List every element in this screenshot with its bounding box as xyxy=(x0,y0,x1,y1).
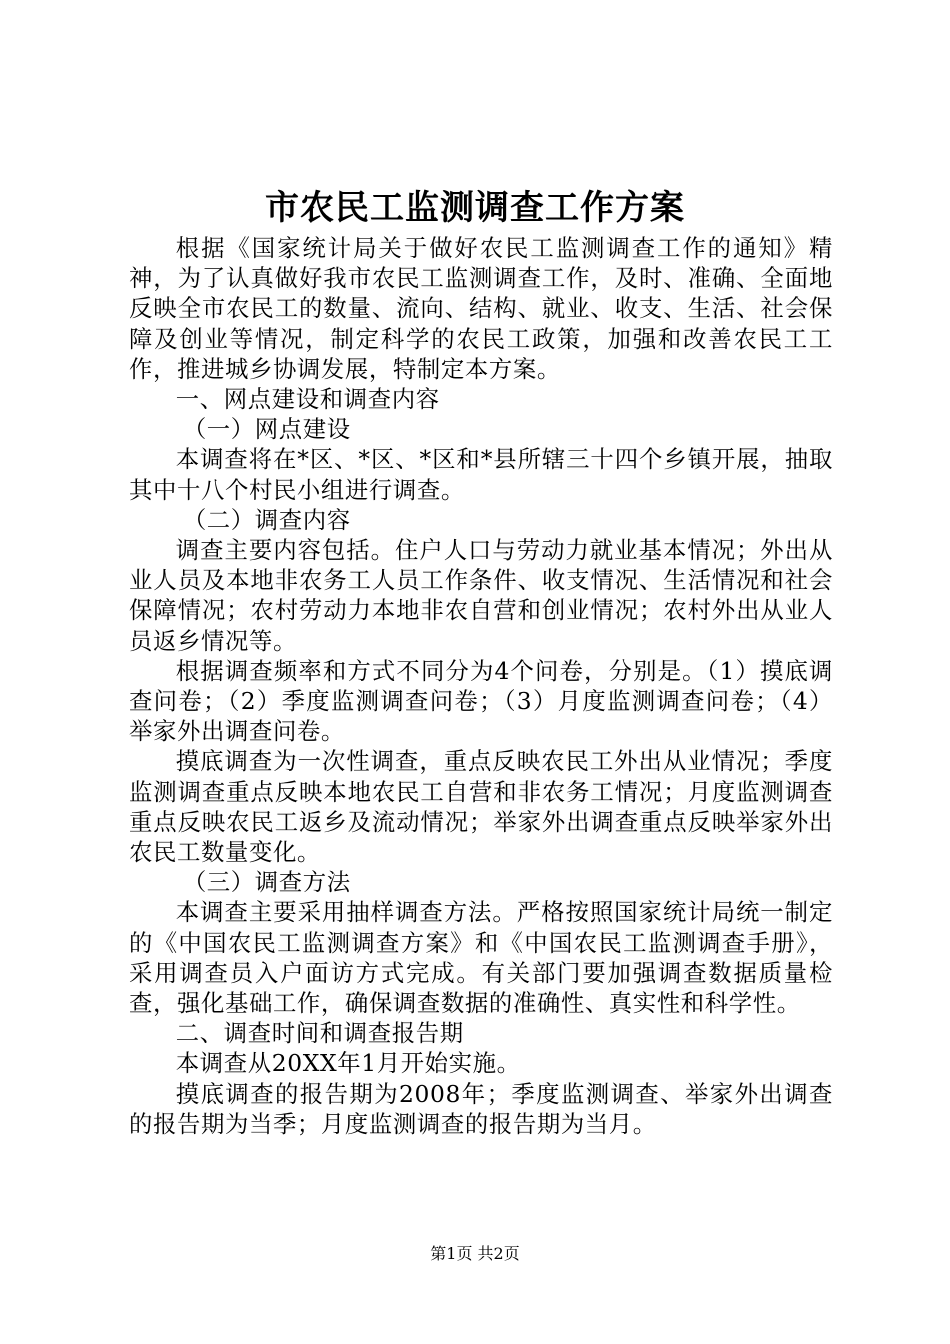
page-footer: 第1页 共2页 xyxy=(430,1244,520,1263)
body-paragraph: 本调查主要采用抽样调查方法。严格按照国家统计局统一制定的《中国农民工监测调查方案》和《中国农民工监测调查手册》，采用调查员入户面访方式完成。有关部门要加强调查数据质量检查，强化基础工作，确保调查数据的准确性、真实性和科学性。 xyxy=(129,898,833,1018)
document-title: 市农民工监测调查工作方案 xyxy=(265,188,685,228)
section-heading-1: 一、网点建设和调查内容 xyxy=(175,385,440,414)
body-paragraph: 根据调查频率和方式不同分为4个问卷，分别是。（1）摸底调查问卷；（2）季度监测调查问卷；（3）月度监测调查问卷；（4）举家外出调查问卷。 xyxy=(129,656,833,746)
body-paragraph: 摸底调查为一次性调查，重点反映农民工外出从业情况；季度监测调查重点反映本地农民工自营和非农务工情况；月度监测调查重点反映农民工返乡及流动情况；举家外出调查重点反映举家外出农民工数量变化。 xyxy=(129,747,833,867)
body-paragraph: 调查主要内容包括。住户人口与劳动力就业基本情况；外出从业人员及本地非农务工人员工作条件、收支情况、生活情况和社会保障情况；农村劳动力本地非农自营和创业情况；农村外出从业人员返乡情况等。 xyxy=(129,536,833,655)
subsection-heading-3: （三）调查方法 xyxy=(182,868,351,897)
subsection-heading-2: （二）调查内容 xyxy=(182,505,351,534)
body-paragraph: 本调查将在*区、*区、*区和*县所辖三十四个乡镇开展，抽取其中十八个村民小组进行调查。 xyxy=(129,445,833,504)
document-body xyxy=(129,233,833,1139)
intro-paragraph: 根据《国家统计局关于做好农民工监测调查工作的通知》精神，为了认真做好我市农民工监测调查工作，及时、准确、全面地反映全市农民工的数量、流向、结构、就业、收支、生活、社会保障及创业等情况，制定科学的农民工政策，加强和改善农民工工作，推进城乡协调发展，特制定本方案。 xyxy=(129,234,833,383)
body-paragraph: 本调查从20XX年1月开始实施。 xyxy=(175,1049,521,1078)
subsection-heading-1: （一）网点建设 xyxy=(182,415,351,444)
body-paragraph: 摸底调查的报告期为2008年；季度监测调查、举家外出调查的报告期为当季；月度监测调查的报告期为当月。 xyxy=(129,1079,833,1138)
section-heading-2: 二、调查时间和调查报告期 xyxy=(175,1019,464,1048)
